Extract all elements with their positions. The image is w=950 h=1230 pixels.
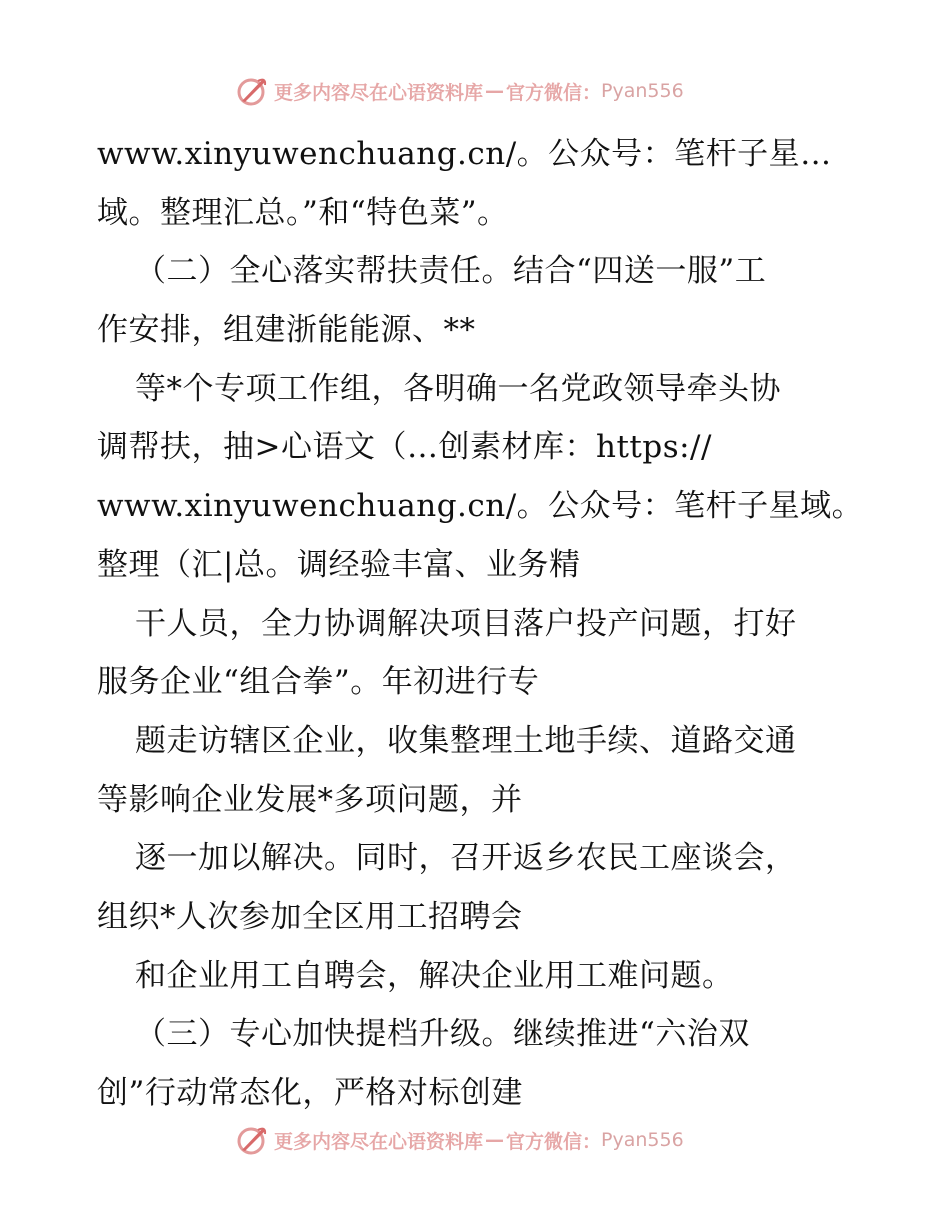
watermark-wechat-id: Pyan556 <box>601 80 684 102</box>
text-line: 整理（汇|总。调经验丰富、业务精 <box>97 546 581 583</box>
text-line: www.xinyuwenchuang.cn/。公众号：笔杆子星… <box>97 136 832 172</box>
text-line: 题走访辖区企业，收集整理土地手续、道路交通 <box>135 722 797 759</box>
watermark-wechat-label: 官方微信： <box>506 81 602 104</box>
text-line: 和企业用工自聘会，解决企业用工难问题。 <box>135 957 734 994</box>
watermark-wechat-label: 官方微信： <box>506 1130 602 1153</box>
text-line: 干人员，全力协调解决项目落户投产问题，打好 <box>135 605 797 642</box>
text-line: 域。整理汇总。”和“特色菜”。 <box>97 194 509 231</box>
watermark-title: 更多内容尽在心语资料库 <box>274 1130 484 1153</box>
watermark-dash: — <box>485 1129 505 1151</box>
text-line: 创”行动常态化，严格对标创建 <box>97 1075 523 1111</box>
header-watermark <box>236 74 684 108</box>
text-line: （二）全心落实帮扶责任。结合“四送一服”工 <box>135 253 767 290</box>
watermark-title: 更多内容尽在心语资料库 <box>274 81 484 104</box>
text-line: 逐一加以解决。同时，召开返乡农民工座谈会， <box>135 840 797 877</box>
text-line: 服务企业“组合拳”。年初进行专 <box>97 664 540 701</box>
text-line: www.xinyuwenchuang.cn/。公众号：笔杆子星域。 <box>97 488 864 525</box>
quill-logo-icon <box>236 75 268 107</box>
watermark-dash: — <box>485 80 505 102</box>
text-line: 等影响企业发展*多项问题，并 <box>97 781 523 818</box>
text-line: 等*个专项工作组，各明确一名党政领导牵头协 <box>135 370 781 407</box>
text-line: 调帮扶，抽>心语文（…创素材库：https:// <box>97 429 712 466</box>
quill-logo-icon <box>236 1124 268 1156</box>
text-line: 组织*人次参加全区用工招聘会 <box>97 898 523 935</box>
text-line: （三）专心加快提档升级。继续推进“六治双 <box>135 1016 750 1053</box>
watermark-wechat-id: Pyan556 <box>601 1129 684 1151</box>
text-line: 作安排，组建浙能能源、** <box>97 312 476 349</box>
footer-watermark <box>236 1123 684 1157</box>
document-body <box>97 125 864 1123</box>
